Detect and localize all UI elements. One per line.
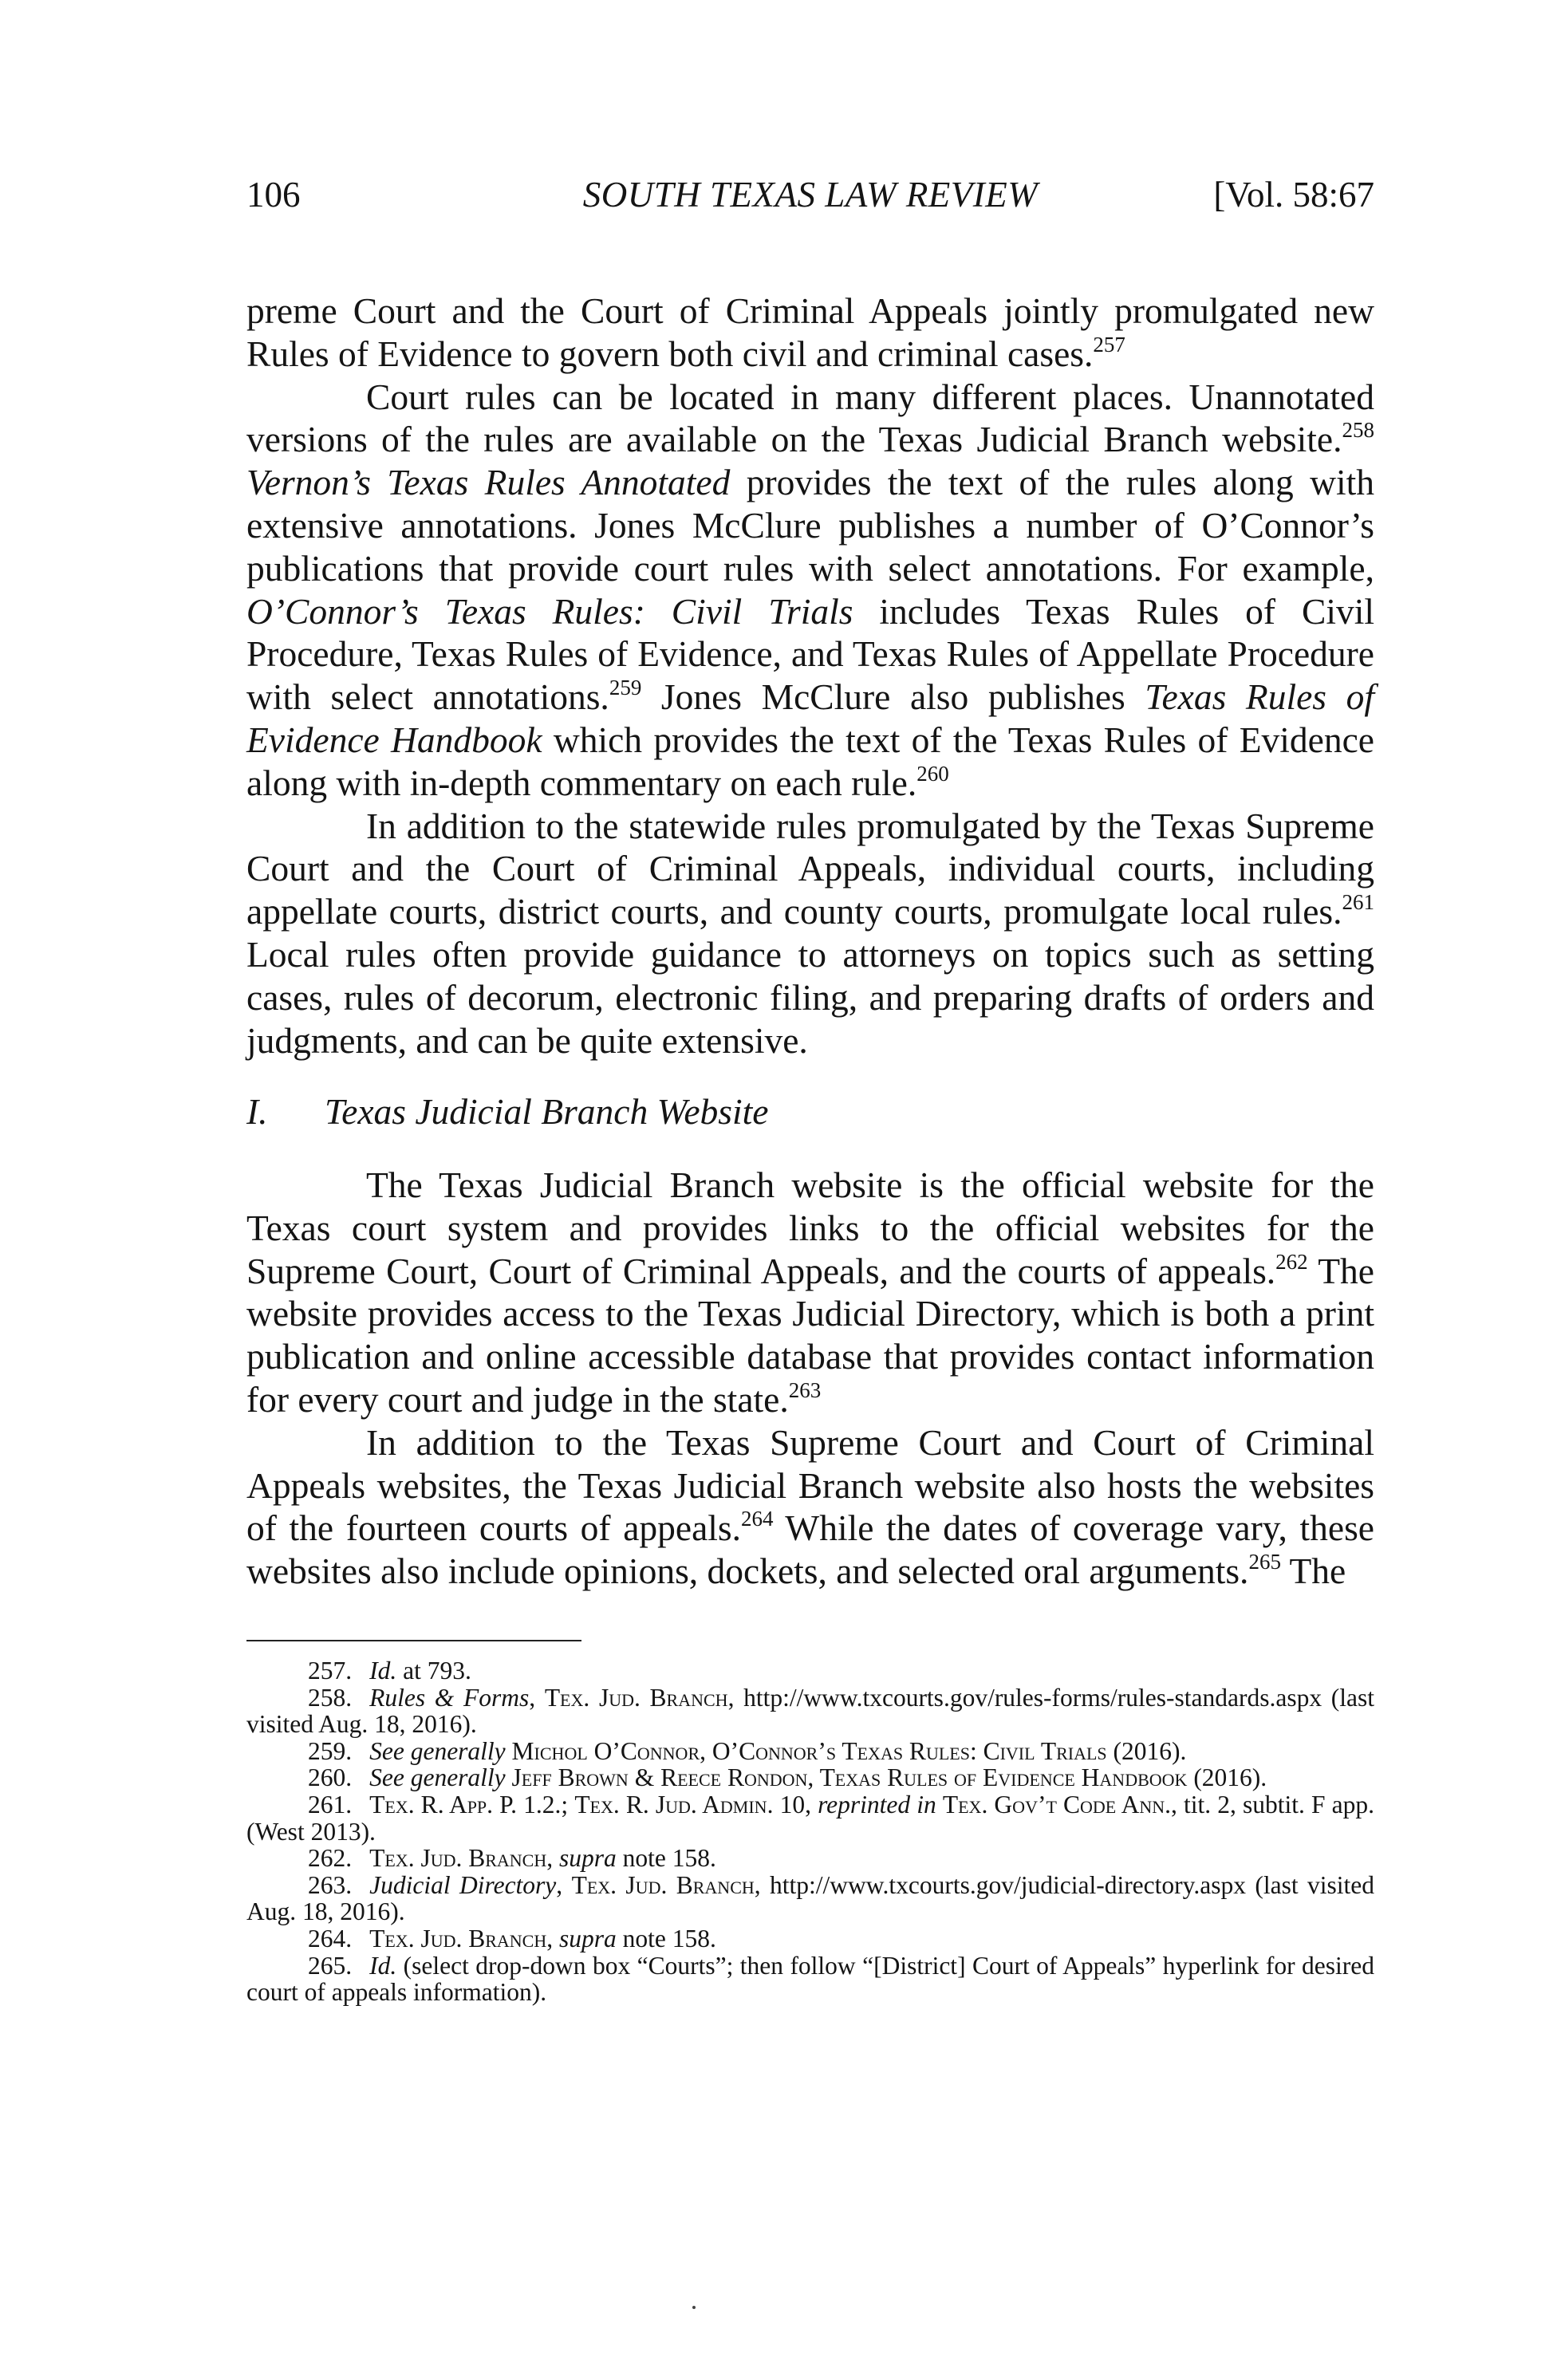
footnote-italic: See generally <box>369 1763 506 1792</box>
footnote-265 <box>246 1952 1374 2006</box>
body-text <box>246 290 1374 1062</box>
volume-citation: [Vol. 58:67 <box>1213 175 1374 215</box>
paragraph <box>246 376 1374 805</box>
footnote-text: , <box>556 1870 572 1899</box>
section-number: I. <box>246 1091 268 1132</box>
footnote-italic: reprinted in <box>818 1790 936 1818</box>
italic-title: Vernon’s Texas Rules Annotated <box>246 462 731 503</box>
footnote-number: 263. <box>308 1870 353 1899</box>
paragraph-text: Local rules often provide guidance to attorneys on topics such as setting cases, rules of decorum, electronic filing, and preparing drafts of orders and judgments, and can be quite extensive. <box>246 933 1374 1061</box>
footnote-text: , <box>546 1924 559 1952</box>
paragraph-text: The <box>1280 1551 1346 1592</box>
footnote-264 <box>246 1925 1374 1952</box>
italic-title: O’Connor’s Texas Rules: Civil Trials <box>246 590 853 632</box>
section-heading <box>246 1090 768 1133</box>
footnote-text: (2016). <box>1106 1736 1187 1765</box>
paragraph <box>246 290 1374 376</box>
footnote-text: , <box>546 1844 559 1873</box>
footnote-smallcaps: Tex. Gov’t Code Ann. <box>942 1790 1172 1818</box>
section-title: Texas Judicial Branch Website <box>325 1091 769 1132</box>
footnote-ref[interactable]: 264 <box>741 1507 774 1531</box>
footnote-number: 264. <box>308 1924 353 1952</box>
footnote-italic: See generally <box>369 1736 506 1765</box>
footnote-number: 258. <box>308 1683 353 1712</box>
paragraph-text: preme Court and the Court of Criminal Appeals jointly promulgated new Rules of Evidence to govern both civil and criminal cases. <box>246 290 1374 374</box>
paragraph <box>246 1164 1374 1421</box>
footnote-number: 265. <box>308 1951 353 1980</box>
footnote-text: note 158. <box>616 1924 716 1952</box>
footnote-number: 261. <box>308 1790 353 1818</box>
footnote-257 <box>246 1657 1374 1685</box>
stray-mark <box>692 2306 696 2309</box>
footnote-smallcaps: Jeff Brown & Reece Rondon, Texas Rules of Evidence Handbook <box>511 1763 1188 1792</box>
footnote-smallcaps: Tex. R. App. P. <box>369 1790 518 1818</box>
footnote-italic: supra <box>559 1924 617 1952</box>
footnote-259 <box>246 1738 1374 1765</box>
footnote-text: (select drop-down box “Courts”; then follow “[District] Court of Appeals” hyperlink for desired court of appeals information). <box>246 1951 1374 2007</box>
paragraph-text: While the dates of coverage vary, these websites also include opinions, dockets, and selected oral arguments. <box>246 1507 1374 1592</box>
footnote-italic: supra <box>559 1844 617 1873</box>
paragraph-text: includes Texas Rules of Civil Procedure, Texas Rules of Evidence, and Texas Rules of Appellate Procedure with select annotations. <box>246 590 1375 718</box>
footnote-text: 10, <box>773 1790 818 1818</box>
footnote-ref[interactable]: 260 <box>916 761 949 786</box>
footnote-ref[interactable]: 265 <box>1248 1550 1281 1574</box>
footnote-text: , <box>529 1683 545 1712</box>
paragraph <box>246 1421 1374 1593</box>
footnote-263 <box>246 1872 1374 1925</box>
footnote-number: 260. <box>308 1763 353 1792</box>
footnote-smallcaps: Tex. Jud. Branch <box>571 1870 755 1899</box>
footnote-text: 1.2.; <box>517 1790 575 1818</box>
footnote-258 <box>246 1685 1374 1738</box>
paragraph-text: Jones McClure also publishes <box>641 676 1145 718</box>
footnote-italic: Judicial Directory <box>369 1870 557 1899</box>
section-body-text <box>246 1164 1374 1593</box>
paragraph-text: Court rules can be located in many different places. Unannotated versions of the rules are available on the Texas Judicial Branch website. <box>246 376 1374 460</box>
footnote-262 <box>246 1845 1374 1872</box>
footnote-url-text[interactable]: , http://www.txcourts.gov/judicial-directory.aspx (last visited Aug. 18, 2016). <box>246 1870 1374 1926</box>
footnote-260 <box>246 1764 1374 1791</box>
footnote-smallcaps: Tex. R. Jud. Admin. <box>574 1790 774 1818</box>
paragraph-text: provides the text of the rules along with extensive annotations. Jones McClure publishes a number of O’Connor’s publications that provide court rules with select annotations. For example, <box>246 462 1375 589</box>
footnote-ref[interactable]: 258 <box>1342 418 1374 443</box>
paragraph-text: The website provides access to the Texas Judicial Directory, which is both a print publication and online accessible database that provides contact information for every court and judge in the state. <box>246 1250 1374 1420</box>
footnote-url-text[interactable]: , http://www.txcourts.gov/rules-forms/rules-standards.aspx (last visited Aug. 18, 2016). <box>246 1683 1375 1739</box>
italic-title: Texas Rules of Evidence Handbook <box>246 676 1374 760</box>
paragraph-text: In addition to the statewide rules promulgated by the Texas Supreme Court and the Court of Criminal Appeals, individual courts, including appellate courts, district courts, and county courts, promulgate local rules. <box>246 805 1374 932</box>
footnote-text: at 793. <box>396 1657 471 1685</box>
footnotes <box>246 1657 1374 2006</box>
footnote-ref[interactable]: 262 <box>1275 1249 1308 1274</box>
running-header <box>246 174 1374 222</box>
footnote-text <box>936 1791 943 1818</box>
page-number: 106 <box>246 175 301 215</box>
footnote-number: 257. <box>308 1657 353 1685</box>
footnote-ref[interactable]: 259 <box>609 676 642 700</box>
footnote-text: , tit. 2, subtit. F app. (West 2013). <box>246 1790 1374 1846</box>
footnote-261 <box>246 1791 1374 1845</box>
footnote-ref[interactable]: 263 <box>788 1377 822 1402</box>
footnote-ref[interactable]: 261 <box>1342 890 1374 915</box>
footnote-smallcaps: Tex. Jud. Branch <box>369 1844 547 1873</box>
footnote-text <box>506 1737 512 1765</box>
footnote-number: 262. <box>308 1844 353 1873</box>
footnote-italic: Id. <box>369 1951 397 1980</box>
footnote-divider <box>246 1640 581 1641</box>
paragraph-text: The Texas Judicial Branch website is the official website for the Texas court system and provides links to the official websites for the Supreme Court, Court of Criminal Appeals, and the courts of appeals. <box>246 1164 1374 1291</box>
paragraph <box>246 805 1374 1062</box>
footnote-smallcaps: Michol O’Connor, O’Connor’s Texas Rules: Civil Trials <box>511 1736 1107 1765</box>
footnote-text <box>506 1763 512 1791</box>
footnote-italic: Rules & Forms <box>369 1683 530 1712</box>
footnote-text: (2016). <box>1187 1763 1267 1792</box>
footnote-number: 259. <box>308 1736 353 1765</box>
footnote-ref[interactable]: 257 <box>1093 332 1125 357</box>
paragraph-text: In addition to the Texas Supreme Court and Court of Criminal Appeals websites, the Texas Judicial Branch website also hosts the websites of the fourteen courts of appeals. <box>246 1421 1374 1549</box>
footnote-smallcaps: Tex. Jud. Branch <box>544 1683 728 1712</box>
footnote-smallcaps: Tex. Jud. Branch <box>369 1924 547 1952</box>
paragraph-text: which provides the text of the Texas Rules of Evidence along with in-depth commentary on each rule. <box>246 719 1374 803</box>
footnote-italic: Id. <box>369 1657 397 1685</box>
journal-title: SOUTH TEXAS LAW REVIEW <box>582 175 1039 215</box>
footnote-text: note 158. <box>616 1844 716 1873</box>
